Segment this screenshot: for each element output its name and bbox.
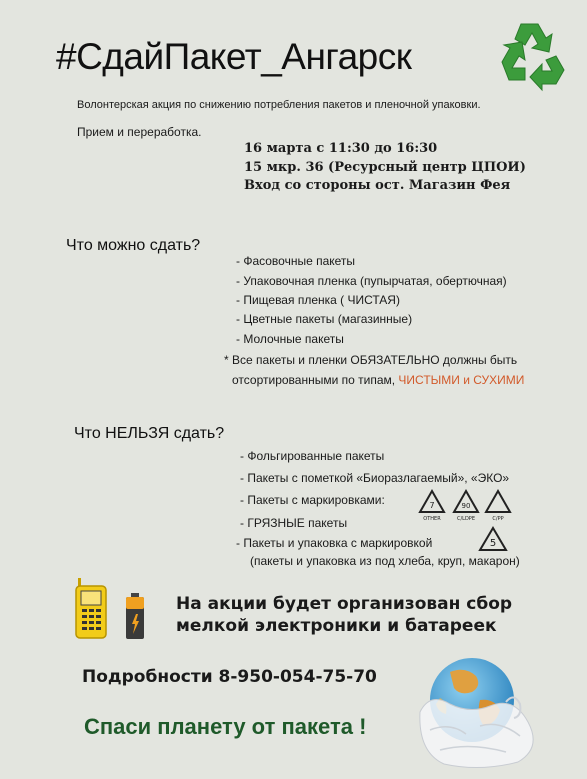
recycling-code-5-icon [478,526,508,552]
recycling-codes-icons [416,488,512,522]
globe-in-bag-image [410,652,550,770]
cannot-item: - ГРЯЗНЫЕ пакеты [240,516,348,530]
cannot-item-note: (пакеты и упаковка из под хлеба, круп, макарон) [250,554,520,568]
can-note-line1: * Все пакеты и пленки ОБЯЗАТЕЛЬНО должны быть [224,353,518,367]
can-note-highlight: ЧИСТЫМИ и СУХИМИ [398,373,525,387]
intake-label: Прием и переработка. [77,125,202,139]
can-note-prefix: отсортированными по типам, [232,373,396,387]
electronics-line2: мелкой электроники и батареек [176,616,497,636]
cannot-item: - Пакеты с пометкой «Биоразлагаемый», «ЭКО» [240,471,510,485]
code-number-7: 7 [429,501,435,510]
can-note-line2 [232,373,524,387]
can-item: - Цветные пакеты (магазинные) [236,312,413,326]
recycle-icon [494,18,572,94]
cannot-item: - Фольгированные пакеты [240,449,385,463]
event-entrance: Вход со стороны ост. Магазин Фея [244,178,511,193]
electronics-line1: На акции будет организован сбор [176,594,513,614]
code-label-cldpe: C/LDPE [457,516,475,522]
can-item: - Фасовочные пакеты [236,254,356,268]
subtitle: Волонтерская акция по снижению потребления пакетов и пленочной упаковки. [77,99,481,111]
can-item: - Упаковочная пленка (пупырчатая, обертючная) [236,274,507,288]
cannot-heading: Что НЕЛЬЗЯ сдать? [74,425,225,442]
slogan: Спаси планету от пакета ! [84,714,367,739]
contacts: Подробности 8-950-054-75-70 [82,667,377,687]
code-label-cpp: C/PP [492,516,504,522]
can-item: - Пищевая пленка ( ЧИСТАЯ) [236,293,400,307]
page-title: #СдайПакет_Ангарск [56,36,412,77]
cannot-item: - Пакеты с маркировками: [240,493,385,507]
can-heading: Что можно сдать? [66,237,201,254]
code-label-other: OTHER [423,516,441,522]
battery-icon [124,592,146,640]
cannot-item: - Пакеты и упаковка с маркировкой [236,536,433,550]
can-item: - Молочные пакеты [236,332,344,346]
event-date: 16 марта с 11:30 до 16:30 [244,141,438,156]
code-number-90: 90 [461,502,471,510]
code-number-5: 5 [489,538,497,549]
event-address: 15 мкр. 36 (Ресурсный центр ЦПОИ) [244,160,526,175]
phone-icon [74,576,108,640]
